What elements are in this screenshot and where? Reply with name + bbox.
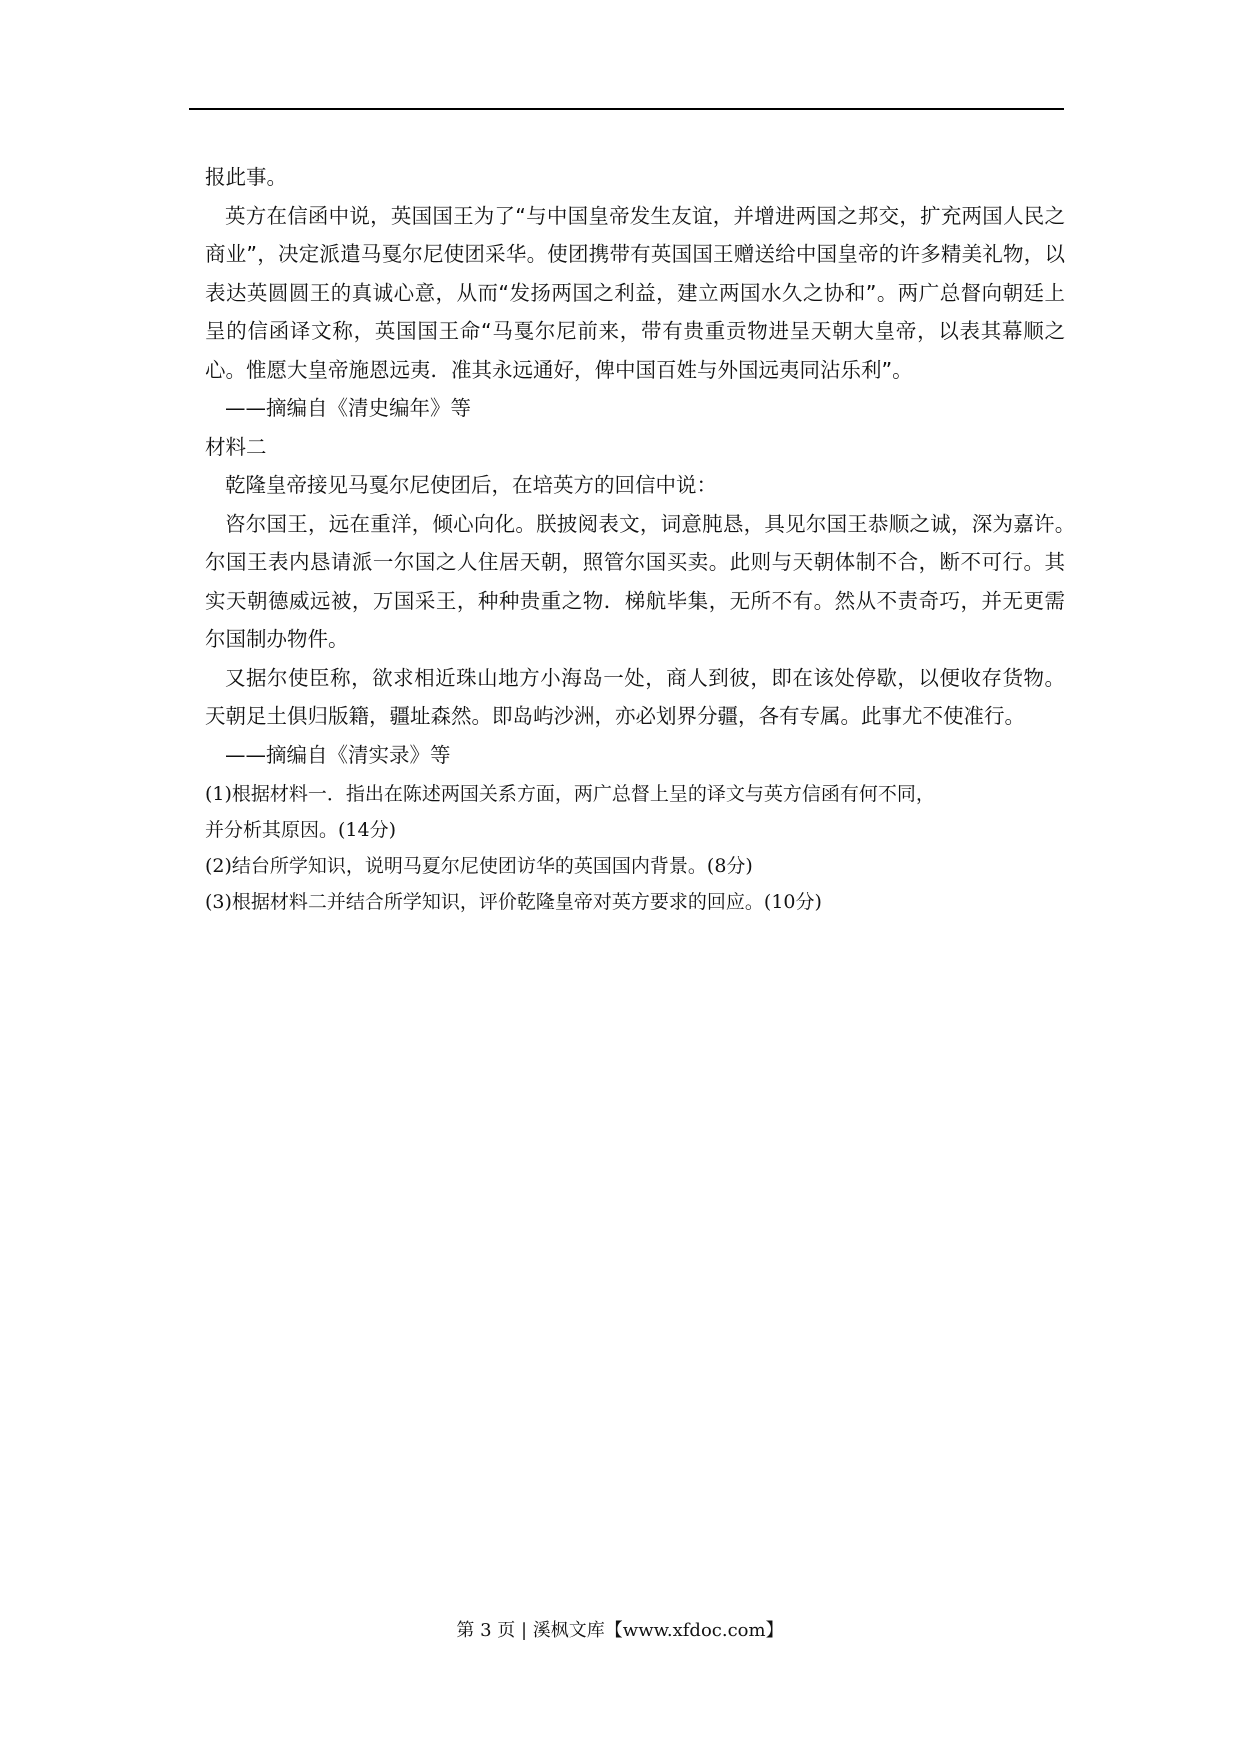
header-rule (189, 108, 1064, 110)
paragraph-qianlong-edict: 咨尔国王，远在重洋，倾心向化。朕披阅表文，词意肫恳，具见尔国王恭顺之诚，深为嘉许。 尔国王表内恳请派一尔国之人住居天朝，照管尔国买卖。此则与天朝体制不合，断不可行。其实天朝德威远被，万国采王，种种贵重之物．梯航毕集，无所不有。然从不责奇巧，并无更需尔国制办物件。 (205, 511, 1086, 651)
source-citation-2: ——摘编自《清实录》等 (225, 742, 451, 767)
question-2: (2)结台所学知识，说明马夏尔尼使团访华的英国国内背景。(8分) (205, 855, 753, 877)
paragraph-qianlong-reply-intro: 乾隆皇帝接见马戛尔尼使团后，在培英方的回信中说： (225, 473, 717, 497)
page-footer: 第 3 页 | 溪枫文库【www.xfdoc.com】 (456, 1620, 784, 1641)
question-1-line-1: (1)根据材料一．指出在陈述两国关系方面，两广总督上呈的译文与英方信函有何不同， (205, 783, 935, 805)
document-body (205, 158, 1086, 920)
material-two-heading: 材料二 (205, 434, 267, 459)
question-1-line-2: 并分析其原因。(14分) (205, 819, 397, 841)
source-citation-1: ——摘编自《清史编年》等 (225, 396, 471, 420)
paragraph-island-request: 又据尔使臣称，欲求相近珠山地方小海岛一处，商人到彼，即在该处停歇，以便收存货物。天朝足土俱归版籍，疆址森然。即岛屿沙洲，亦必划界分疆，各有专属。此事尤不使准行。 (205, 665, 1065, 728)
paragraph-continuation: 报此事。 (205, 165, 287, 189)
paragraph-british-letter: 英方在信函中说，英国国王为了“与中国皇帝发生友谊，并增进两国之邦交，扩充两国人民之商业”，决定派遣马戛尔尼使团采华。使团携带有英国国王赠送给中国皇帝的许多精美礼物，以表达英圆圆王的真诚心意，从而“发扬两国之利益，建立两国水久之协和”。两广总督向朝廷上呈的信函译文称，英国国王命“马戛尔尼前来，带有贵重贡物进呈天朝大皇帝，以表其幕顺之心。惟愿大皇帝施恩远夷．准其永远通好，俾中国百姓与外国远夷同沾乐利”。 (205, 203, 1065, 382)
question-3: (3)根据材料二并结合所学知识，评价乾隆皇帝对英方要求的回应。(10分) (205, 891, 822, 913)
